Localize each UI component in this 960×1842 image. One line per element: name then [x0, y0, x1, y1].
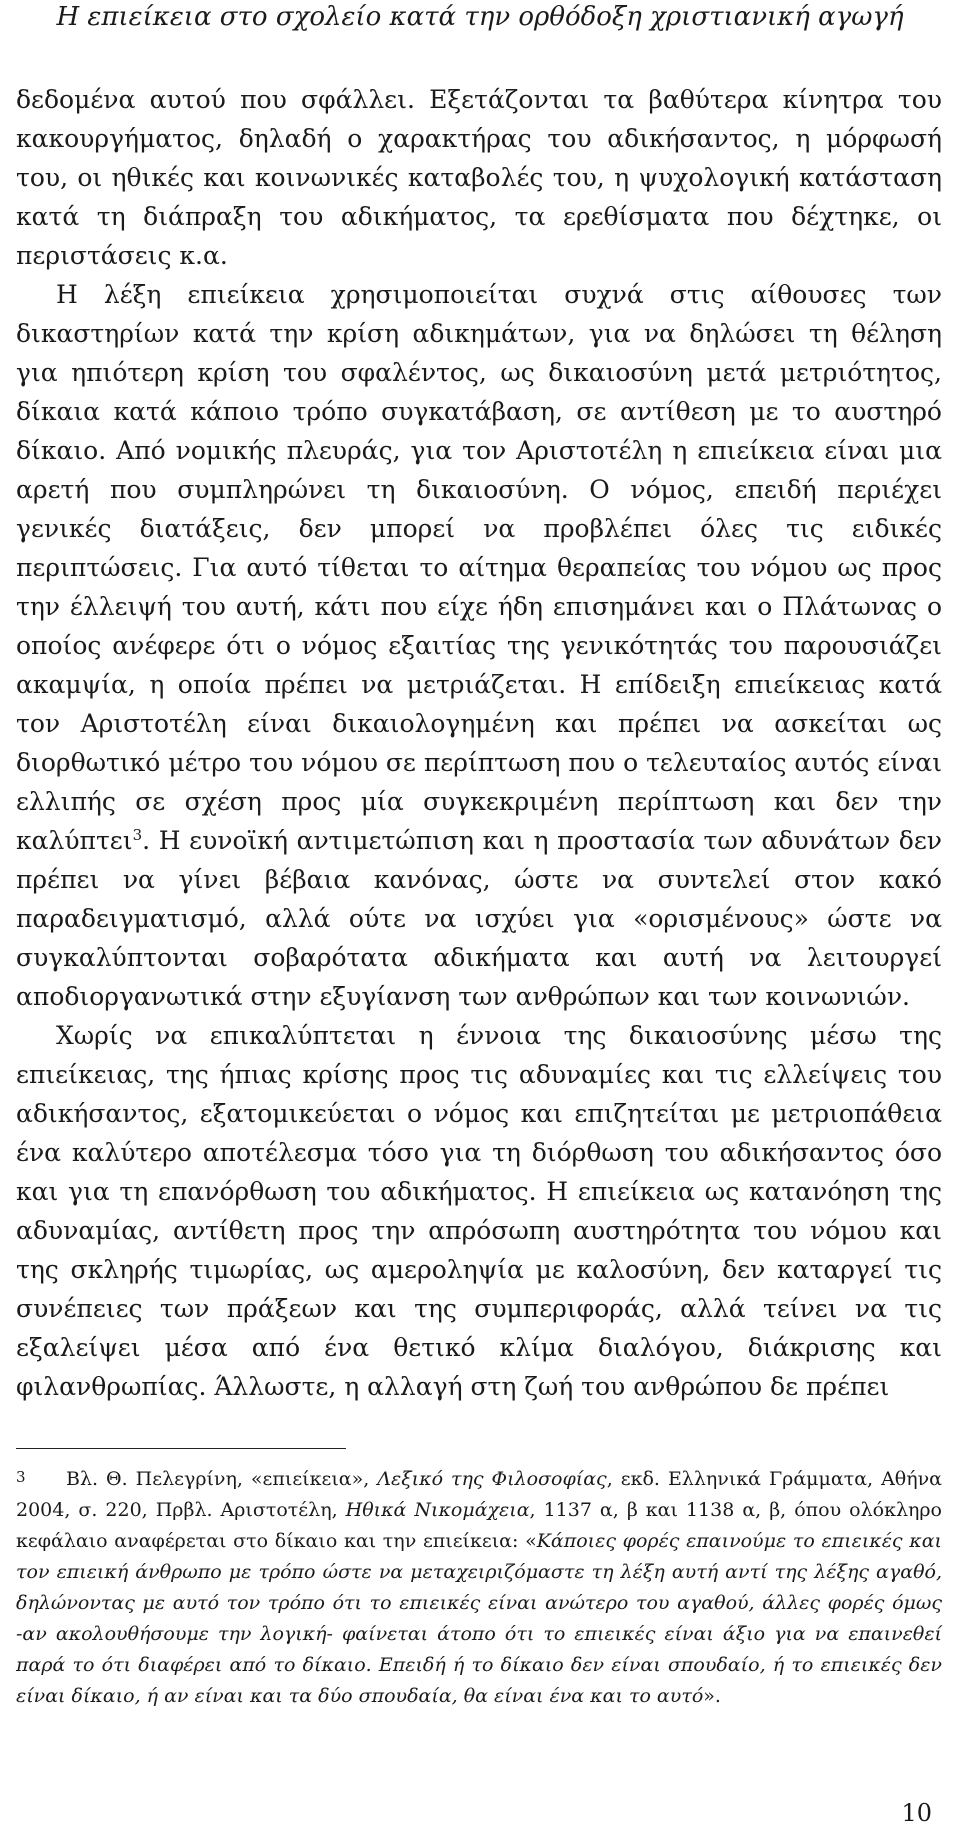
- footnote-text-1: Βλ. Θ. Πελεγρίνη, «επιείκεια»,: [66, 1468, 378, 1490]
- page-number: 10: [901, 1799, 932, 1827]
- footnote-text-2: , εκδ. Ελληνικά Γράμματα, Αθήνα 2004, σ. 220, Πρβλ. Αριστοτέλη,: [16, 1468, 942, 1521]
- footnote: [16, 1462, 942, 1712]
- footnote-title-ethics: Ηθικά Νικομάχεια: [345, 1499, 530, 1521]
- footnote-title-lexicon: Λεξικό της Φιλοσοφίας: [377, 1468, 607, 1490]
- footnote-text-4: ».: [703, 1685, 721, 1707]
- main-text: [16, 80, 942, 1406]
- footnote-reference: 3: [132, 826, 143, 844]
- footnote-quote: Κάποιες φορές επαινούμε το επιεικές και τον επιεική άνθρωπο με τρόπο ώστε να μεταχειριζόμαστε τη λέξη αυτή αντί της λέξης αγαθό, δηλώνοντας με αυτό τον τρόπο ότι το επιεικές είναι ανώτερο του αγαθού, άλλες φορές όμως -αν ακολουθήσουμε την λογική- φαίνεται άτοπο ότι το επιεικές είναι άξιο για να επαινεθεί παρά το ότι διαφέρει από το δίκαιο. Επειδή ή το δίκαιο δεν είναι σπουδαίο, ή το επιεικές δεν είναι δίκαιο, ή αν είναι και τα δύο σπουδαία, θα είναι ένα και το αυτό: [16, 1530, 942, 1707]
- footnote-separator: [16, 1448, 346, 1449]
- paragraph-2-part-2: . Η ευνοϊκή αντιμετώπιση και η προστασία των αδυνάτων δεν πρέπει να γίνει βέβαια κανόνας, ώστε να συντελεί στον κακό παραδειγματισμό, αλλά ούτε να ισχύει για «ορισμένους» ώστε να συγκαλύπτονται σοβαρότατα αδικήματα και αυτή να λειτουργεί αποδιοργανωτικά στην εξυγίανση των ανθρώπων και των κοινωνιών.: [16, 826, 942, 1011]
- paragraph-2: [16, 275, 942, 1016]
- running-header: Η επιείκεια στο σχολείο κατά την ορθόδοξη χριστιανική αγωγή: [56, 2, 904, 32]
- paragraph-3: Χωρίς να επικαλύπτεται η έννοια της δικαιοσύνης μέσω της επιείκειας, της ήπιας κρίσης προς τις αδυναμίες και τις ελλείψεις του αδικήσαντος, εξατομικεύεται ο νόμος και επιζητείται με μετριοπάθεια ένα καλύτερο αποτέλεσμα τόσο για τη διόρθωση του αδικήσαντος όσο και για τη επανόρθωση του αδικήματος. Η επιείκεια ως κατανόηση της αδυναμίας, αντίθετη προς την απρόσωπη αυστηρότητα του νόμου και της σκληρής τιμωρίας, ως αμεροληψία με καλοσύνη, δεν καταργεί τις συνέπειες των πράξεων και της συμπεριφοράς, αλλά τείνει να τις εξαλείψει μέσα από ένα θετικό κλίμα διαλόγου, διάκρισης και φιλανθρωπίας. Άλλωστε, η αλλαγή στη ζωή του ανθρώπου δε πρέπει: [16, 1021, 942, 1401]
- footnote-text-3: , 1137 α, β και 1138 α, β, όπου ολόκληρο κεφάλαιο αναφέρεται στο δίκαιο και την επιείκεια: «: [16, 1499, 942, 1552]
- paragraph-2-part-1: Η λέξη επιείκεια χρησιμοποιείται συχνά στις αίθουσες των δικαστηρίων κατά την κρίση αδικημάτων, για να δηλώσει τη θέληση για ηπιότερη κρίση του σφαλέντος, ως δικαιοσύνη μετά μετριότητος, δίκαια κατά κάποιο τρόπο συγκατάβαση, σε αντίθεση με το αυστηρό δίκαιο. Από νομικής πλευράς, για τον Αριστοτέλη η επιείκεια είναι μια αρετή που συμπληρώνει τη δικαιοσύνη. Ο νόμος, επειδή περιέχει γενικές διατάξεις, δεν μπορεί να προβλέπει όλες τις ειδικές περιπτώσεις. Για αυτό τίθεται το αίτημα θεραπείας του νόμου ως προς την έλλειψή του αυτή, κάτι που είχε ήδη επισημάνει και ο Πλάτωνας ο οποίος ανέφερε ότι ο νόμος εξαιτίας της γενικότητάς του παρουσιάζει ακαμψία, η οποία πρέπει να μετριάζεται. Η επίδειξη επιείκειας κατά τον Αριστοτέλη είναι δικαιολογημένη και πρέπει να ασκείται ως διορθωτικό μέτρο του νόμου σε περίπτωση που ο τελευταίος αυτός είναι ελλιπής σε σχέση προς μία συγκεκριμένη περίπτωση και δεν την καλύπτει: [16, 280, 942, 855]
- footnote-number: 3: [16, 1468, 26, 1486]
- paragraph-1: δεδομένα αυτού που σφάλλει. Εξετάζονται τα βαθύτερα κίνητρα του κακουργήματος, δηλαδή ο χαρακτήρας του αδικήσαντος, η μόρφωσή του, οι ηθικές και κοινωνικές καταβολές του, η ψυχολογική κατάσταση κατά τη διάπραξη του αδικήματος, τα ερεθίσματα που δέχτηκε, οι περιστάσεις κ.α.: [16, 85, 942, 270]
